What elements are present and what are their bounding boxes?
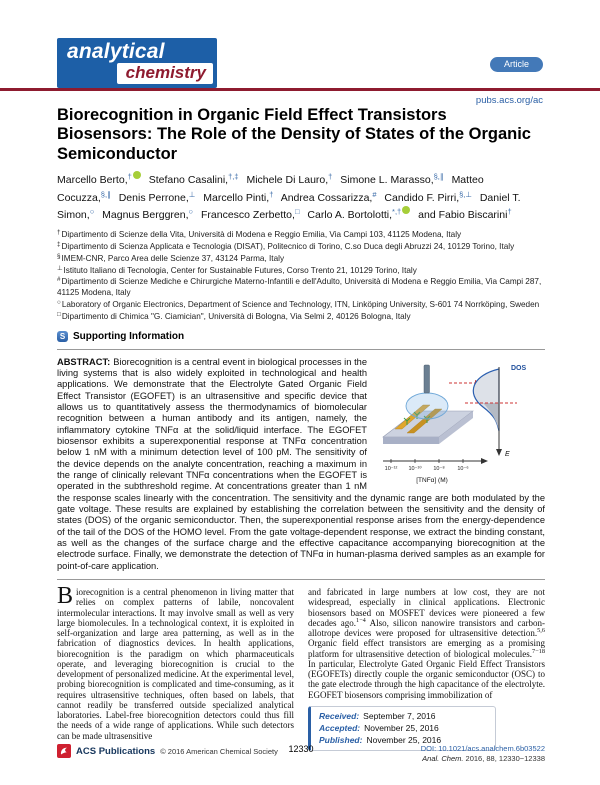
author: and Fabio Biscarini† bbox=[418, 207, 512, 222]
author-affil-marker: §,∥ bbox=[433, 171, 444, 181]
citation-ref[interactable]: 5,6 bbox=[537, 627, 545, 634]
author: Marcello Pinti,† bbox=[203, 189, 274, 204]
body-paragraph: and fabricated in large numbers at low cost, they are not widespread, especially in clinical applications. Electronic biosensors based on MOSFET devices were pioneered a few decades ago. bbox=[308, 587, 545, 628]
published-row: Published: November 25, 2016 bbox=[319, 734, 442, 745]
device-schematic bbox=[383, 365, 481, 444]
affiliation: ○Laboratory of Organic Electronics, Department of Science and Technology, ITN, Linköping University, S-601 74 Norrköping, Sweden bbox=[57, 299, 540, 310]
author: Daniel T. Simon,○ bbox=[57, 191, 521, 222]
author-affil-marker: ○ bbox=[188, 207, 194, 217]
author-affil-marker: §,⊥ bbox=[459, 189, 472, 199]
page-title: Biorecognition in Organic Field Effect Transistors Biosensors: The Role of the Density of States of the Organic Semiconductor bbox=[57, 106, 531, 163]
body-text bbox=[57, 583, 545, 751]
article-type-badge: Article bbox=[490, 57, 543, 72]
affiliation: ‡Dipartimento di Scienza Applicata e Tecnologia (DISAT), Politecnico di Torino, C.so Duca degli Abruzzi 24, 10129 Torino, Italy bbox=[57, 240, 515, 251]
author: Marcello Berto,† bbox=[57, 174, 141, 186]
x-tick-label: 10⁻¹⁰ bbox=[408, 465, 422, 472]
body-paragraph: Organic field effect transistors are emerging as a promising platform for ultrasensitive detection of biological molecules. bbox=[308, 638, 545, 659]
body-paragraph: iorecognition is a central phenomenon in living matter that relies on complex patterns of labile, noncovalent intermolecular interactions. It may involve small as well as very large biomolecules. In a technological context, it is exploited in self-organization and large area patterning, as well as in the fabrication of diagnostics devices. In health applications, biorecognition is the paradigm on which pharmaceuticals operate, and leveraging biorecognition is crucial to the development of personalized medicine. At the experimental level, probing biorecognition is complicated and time-consuming, as it requires ultrasensitive techniques, often based on labels, that cannot readily be transferred outside specialized analytical laboratories. Label-free biorecognition detectors could thus fill the needs of a wide range of applications. While such detectors can be made ultrasensitive bbox=[57, 587, 294, 741]
e-axis-label: E bbox=[505, 450, 510, 458]
abstract-text: Biorecognition is a central event in biological processes in the living systems that is also widely exploited in technological and health applications. We demonstrate that the Electrolyte Gated Organic Field Effect Transistor (EGOFET) is an ultrasensitive and specific device that allows us to quantitatively assess the thermodynamics of biomolecular recognition between a human antibody and its antigen, namely, the inflammatory cytokine TNFα at the solid/liquid interface. The EGOFET biosensor exhibits a superexponential response at TNFα concentration below 1 nM with a minimum detection level of 100 pM. The sensitivity of the device depends on the analyte concentration, reaching a maximum in the range of clinically relevant TNFα concentrations when the EGOFET is operated in the subthreshold regime. At concentrations greater than 1 nM the response scales linearly with the concentration. The sensitivity and the dynamic range are both modulated by the gate voltage. These results are explained by establishing the correlation between the sensitivity and the density of states (DOS) of the organic semiconductor. Then, the superexponential response arises from the energy-dependence of the tail of the DOS of the HOMO level. From the gate voltage-dependent response, we extract the binding constant, as well as the changes of the surface charge and the effective capacitance accompanying biorecognition at the electrode surface. Finally, we demonstrate the detection of TNFα in human-plasma derived samples as an example for point-of-care application. bbox=[57, 356, 545, 571]
acs-logo-icon bbox=[57, 744, 71, 758]
citation-line: Anal. Chem. 2016, 88, 12330−12338 bbox=[422, 754, 545, 764]
publisher-name: ACS Publications bbox=[76, 745, 156, 757]
body-column-left bbox=[57, 583, 294, 751]
body-paragraph: In particular, Electrolyte Gated Organic Field Effect Transistors (EGOFETs) directly couple the organic semiconductor (OSC) to the gate electrode through the high capacitance of the electrolyte. EGOFET biosensors comprising immobilization of bbox=[308, 658, 545, 700]
author: Andrea Cossarizza,# bbox=[280, 189, 377, 204]
author: Carlo A. Bortolotti,*,† bbox=[307, 209, 410, 221]
author-affil-marker: †,‡ bbox=[228, 171, 239, 181]
divider-rule bbox=[57, 349, 545, 350]
author-affil-marker: † bbox=[328, 171, 333, 181]
publisher-block bbox=[57, 744, 288, 758]
author-affil-marker: *,† bbox=[392, 207, 402, 217]
body-column-right bbox=[308, 587, 545, 751]
author: Magnus Berggren,○ bbox=[102, 207, 194, 222]
supporting-info-icon: S bbox=[57, 331, 68, 342]
citation-ref[interactable]: 7−18 bbox=[532, 647, 545, 655]
accepted-row: Accepted: November 25, 2016 bbox=[319, 722, 439, 733]
author-affil-marker: † bbox=[127, 171, 132, 181]
affil-marker: ⊥ bbox=[57, 264, 63, 272]
affil-marker: # bbox=[57, 276, 61, 284]
header-rule bbox=[0, 88, 600, 91]
author-list bbox=[57, 171, 545, 224]
orcid-icon[interactable] bbox=[402, 206, 410, 214]
affil-marker: ○ bbox=[57, 299, 61, 307]
x-tick-label: 10⁻¹² bbox=[384, 465, 398, 472]
author: Candido F. Pirri,§,⊥ bbox=[384, 189, 472, 204]
author-affil-marker: † bbox=[507, 207, 512, 217]
affil-marker: ‡ bbox=[57, 240, 61, 248]
dropcap: B bbox=[57, 583, 74, 609]
orcid-icon[interactable] bbox=[133, 171, 141, 179]
affiliation: #Dipartimento di Scienze Mediche e Chirurgiche Materno-Infantili e dell'Adulto, Università di Modena e Reggio Emilia, Via Campi 287, 41125 Modena, Italy bbox=[57, 276, 542, 298]
dos-label: DOS bbox=[511, 364, 527, 372]
affiliation: §IMEM-CNR, Parco Area delle Scienze 37, 43124 Parma, Italy bbox=[57, 252, 285, 263]
x-axis-label: [TNFα] (M) bbox=[416, 476, 448, 484]
author: Matteo Cocuzza,§,∥ bbox=[57, 173, 484, 204]
author: Stefano Casalini,†,‡ bbox=[148, 171, 239, 186]
affiliation: □Dipartimento di Chimica "G. Ciamician", Università di Bologna, Via Selmi 2, 40126 Bologna, Italy bbox=[57, 310, 411, 321]
abstract-graphic bbox=[377, 357, 545, 487]
journal-logo bbox=[57, 38, 217, 88]
supporting-information-link[interactable] bbox=[57, 331, 545, 342]
copyright-text: © 2016 American Chemical Society bbox=[160, 746, 278, 756]
author-affil-marker: □ bbox=[294, 207, 300, 217]
affil-marker: † bbox=[57, 229, 61, 237]
page-number: 12330 bbox=[288, 744, 314, 754]
author-affil-marker: # bbox=[372, 189, 377, 199]
abstract-label: ABSTRACT: bbox=[57, 356, 111, 367]
affil-marker: § bbox=[57, 252, 61, 260]
author-affil-marker: † bbox=[269, 189, 274, 199]
page-content bbox=[57, 106, 545, 751]
affiliation: †Dipartimento di Scienze della Vita, Università di Modena e Reggio Emilia, Via Campi 103, 41125 Modena, Italy bbox=[57, 229, 462, 240]
doi-link[interactable]: DOI: 10.1021/acs.analchem.6b03522 bbox=[420, 744, 545, 753]
journal-name-line2: chemistry bbox=[125, 63, 206, 82]
page-footer bbox=[57, 744, 545, 764]
journal-name-chip bbox=[117, 63, 213, 84]
received-row: Received: September 7, 2016 bbox=[319, 710, 436, 721]
body-paragraph: Also, silicon nanowire transistors and carbon-allotrope devices were proposed for ultrasensitive detection. bbox=[308, 617, 545, 638]
author-affil-marker: ○ bbox=[89, 207, 95, 217]
supporting-info-label: Supporting Information bbox=[73, 330, 185, 342]
author: Denis Perrone,⊥ bbox=[118, 189, 196, 204]
journal-name-line1: analytical bbox=[67, 40, 165, 63]
author: Simone L. Marasso,§,∥ bbox=[340, 171, 444, 186]
egofet-dos-figure bbox=[377, 357, 545, 487]
affil-marker: □ bbox=[57, 310, 61, 318]
affiliation-list bbox=[57, 229, 545, 323]
author-affil-marker: §,∥ bbox=[100, 189, 111, 199]
x-tick-label: 10⁻⁶ bbox=[457, 465, 469, 472]
affiliation: ⊥Istituto Italiano di Tecnologia, Center for Sustainable Futures, Corso Trento 21, 10129 Torino, Italy bbox=[57, 264, 417, 275]
abstract-section bbox=[57, 357, 545, 572]
journal-url-link[interactable]: pubs.acs.org/ac bbox=[475, 95, 543, 106]
citation-ref[interactable]: 1−4 bbox=[355, 616, 366, 624]
author-affil-marker: ⊥ bbox=[188, 189, 196, 199]
citation-block bbox=[314, 744, 545, 764]
divider-rule bbox=[57, 579, 545, 580]
author: Francesco Zerbetto,□ bbox=[200, 207, 300, 222]
author: Michele Di Lauro,† bbox=[246, 171, 333, 186]
x-tick-label: 10⁻⁸ bbox=[433, 465, 445, 472]
